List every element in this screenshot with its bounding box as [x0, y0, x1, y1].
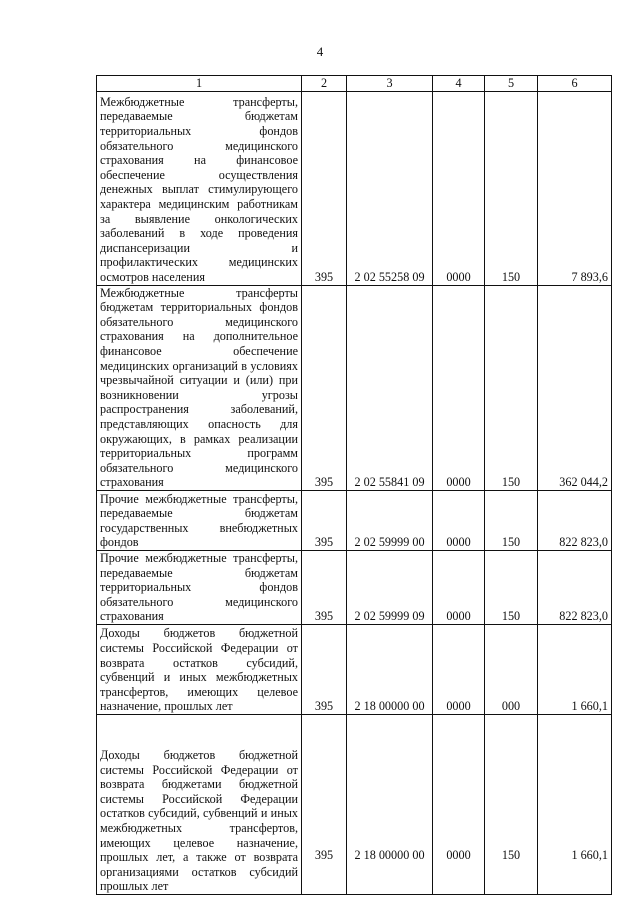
header-col-5: 5: [485, 76, 538, 92]
page-number: 4: [316, 44, 324, 59]
row-amount: 362 044,2: [538, 285, 612, 490]
row-amount: 822 823,0: [538, 490, 612, 550]
header-col-6: 6: [538, 76, 612, 92]
row-admin-code: 395: [302, 624, 347, 714]
row-revenue-code: 2 02 59999 00: [347, 490, 433, 550]
row-classification-code: 150: [485, 285, 538, 490]
row-amount: 1 660,1: [538, 624, 612, 714]
row-description: Межбюджетные трансферты бюджетам территориальных фондов обязательного медицинского страхования на дополнительное финансовое обеспечение медицинских организаций в условиях чрезвычайной ситуации и (или) при возникновении угрозы распространения заболеваний, представляющих опасность для окружающих, в рамках реализации территориальных программ обязательного медицинского страхования: [97, 285, 302, 490]
table-row: [97, 91, 612, 285]
row-classification-code: 150: [485, 714, 538, 894]
row-amount: 7 893,6: [538, 91, 612, 285]
row-revenue-code: 2 02 55841 09: [347, 285, 433, 490]
row-amount: 1 660,1: [538, 714, 612, 894]
row-program-code: 0000: [433, 714, 485, 894]
row-admin-code: 395: [302, 490, 347, 550]
table-row: [97, 624, 612, 714]
table-header: [97, 76, 612, 92]
header-col-3: 3: [347, 76, 433, 92]
row-classification-code: 000: [485, 624, 538, 714]
row-classification-code: 150: [485, 490, 538, 550]
row-revenue-code: 2 02 59999 09: [347, 550, 433, 624]
row-classification-code: 150: [485, 91, 538, 285]
row-admin-code: 395: [302, 91, 347, 285]
row-admin-code: 395: [302, 550, 347, 624]
table-body: [97, 91, 612, 894]
row-program-code: 0000: [433, 624, 485, 714]
row-program-code: 0000: [433, 550, 485, 624]
row-revenue-code: 2 18 00000 00: [347, 624, 433, 714]
table-row: [97, 714, 612, 894]
row-amount: 822 823,0: [538, 550, 612, 624]
row-description: Прочие межбюджетные трансферты, передаваемые бюджетам территориальных фондов обязательного медицинского страхования: [97, 550, 302, 624]
header-col-2: 2: [302, 76, 347, 92]
budget-table: [96, 75, 612, 895]
row-revenue-code: 2 18 00000 00: [347, 714, 433, 894]
row-program-code: 0000: [433, 285, 485, 490]
table-row: [97, 550, 612, 624]
header-row: [97, 76, 612, 92]
row-description: Межбюджетные трансферты, передаваемые бюджетам территориальных фондов обязательного медицинского страхования на финансовое обеспечение осуществления денежных выплат стимулирующего характера медицинским работникам за выявление онкологических заболеваний в ходе проведения диспансеризации и профилактических медицинских осмотров населения: [97, 91, 302, 285]
row-description: Доходы бюджетов бюджетной системы Российской Федерации от возврата бюджетами бюджетной системы Российской Федерации остатков субсидий, субвенций и иных межбюджетных трансфертов, имеющих целевое назначение, прошлых лет, а также от возврата организациями остатков субсидий прошлых лет: [97, 714, 302, 894]
row-admin-code: 395: [302, 714, 347, 894]
header-col-1: 1: [97, 76, 302, 92]
table-row: [97, 490, 612, 550]
row-description: Прочие межбюджетные трансферты, передаваемые бюджетам государственных внебюджетных фондов: [97, 490, 302, 550]
row-program-code: 0000: [433, 91, 485, 285]
row-description: Доходы бюджетов бюджетной системы Российской Федерации от возврата остатков субсидий, субвенций и иных межбюджетных трансфертов, имеющих целевое назначение, прошлых лет: [97, 624, 302, 714]
header-col-4: 4: [433, 76, 485, 92]
row-admin-code: 395: [302, 285, 347, 490]
table-row: [97, 285, 612, 490]
row-program-code: 0000: [433, 490, 485, 550]
row-revenue-code: 2 02 55258 09: [347, 91, 433, 285]
row-classification-code: 150: [485, 550, 538, 624]
